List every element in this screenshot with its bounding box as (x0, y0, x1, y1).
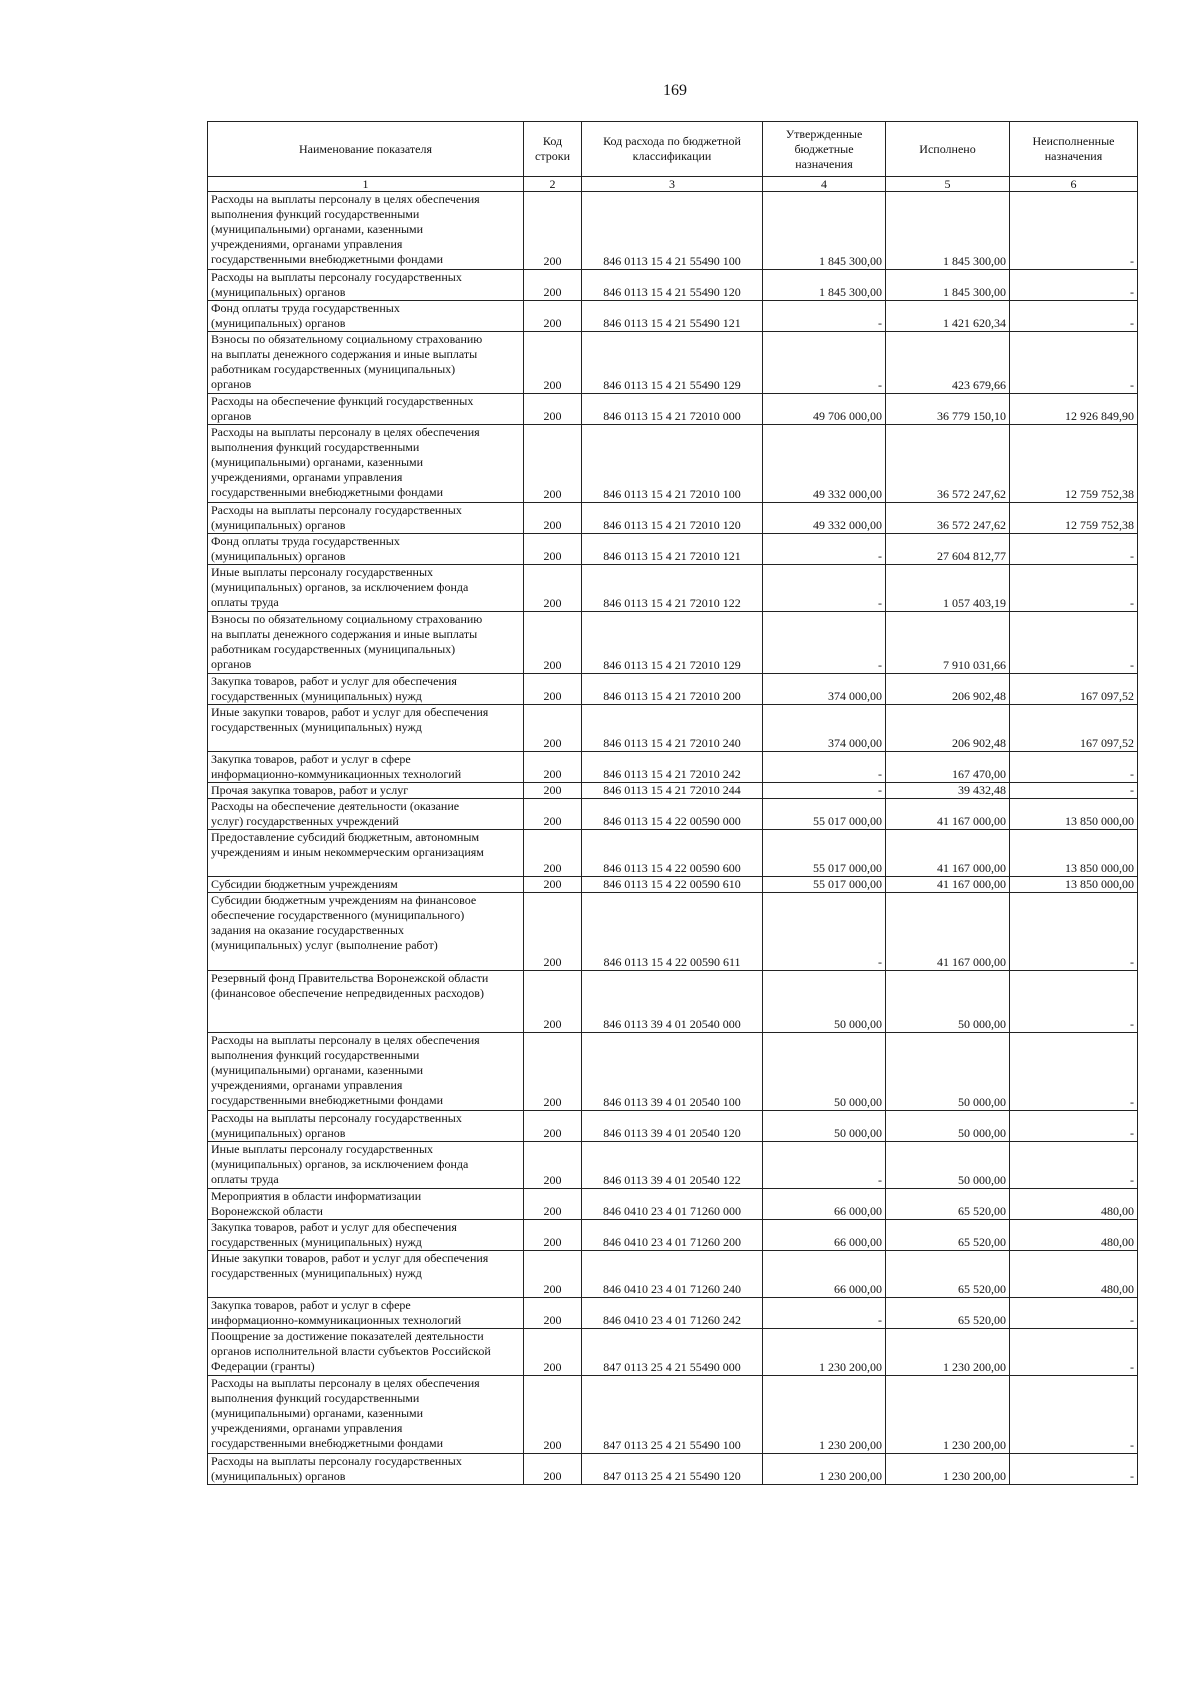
row-unexecuted-cell: 480,00 (1010, 1220, 1138, 1251)
row-approved-cell: 1 230 200,00 (763, 1376, 886, 1454)
row-kbk-cell: 846 0113 15 4 21 72010 122 (582, 565, 763, 612)
row-approved-cell: 66 000,00 (763, 1189, 886, 1220)
row-executed-cell: 7 910 031,66 (886, 612, 1010, 674)
table-row (208, 1189, 1138, 1220)
row-kbk-cell: 846 0113 15 4 22 00590 610 (582, 877, 763, 893)
row-line-code-cell: 200 (524, 830, 582, 877)
row-executed-cell: 65 520,00 (886, 1189, 1010, 1220)
row-approved-cell: 66 000,00 (763, 1220, 886, 1251)
row-name-cell: Субсидии бюджетным учреждениям на финансовое обеспечение государственного (муниципального) задания на оказание государственных (муниципальных) услуг (выполнение работ) (208, 893, 524, 971)
row-line-code-cell: 200 (524, 565, 582, 612)
row-name-cell: Расходы на выплаты персоналу в целях обеспечения выполнения функций государственными (муниципальными) органами, казенными учреждениями, органами управления государственными внебюджетными фондами (208, 425, 524, 503)
row-name-cell: Закупка товаров, работ и услуг для обеспечения государственных (муниципальных) нужд (208, 1220, 524, 1251)
row-approved-cell: - (763, 1298, 886, 1329)
row-name-cell: Предоставление субсидий бюджетным, автономным учреждениям и иным некоммерческим организациям (208, 830, 524, 877)
row-line-code-cell: 200 (524, 877, 582, 893)
table-row (208, 783, 1138, 799)
row-line-code-cell: 200 (524, 425, 582, 503)
row-executed-cell: 1 230 200,00 (886, 1376, 1010, 1454)
row-line-code-cell: 200 (524, 394, 582, 425)
table-row (208, 1376, 1138, 1454)
row-executed-cell: 50 000,00 (886, 1111, 1010, 1142)
row-line-code-cell: 200 (524, 783, 582, 799)
row-line-code-cell: 200 (524, 534, 582, 565)
row-executed-cell: 1 845 300,00 (886, 192, 1010, 270)
row-unexecuted-cell: - (1010, 534, 1138, 565)
row-approved-cell: - (763, 752, 886, 783)
row-kbk-cell: 846 0113 39 4 01 20540 100 (582, 1033, 763, 1111)
table-row (208, 1329, 1138, 1376)
row-approved-cell: 55 017 000,00 (763, 799, 886, 830)
row-name-cell: Расходы на выплаты персоналу в целях обеспечения выполнения функций государственными (муниципальными) органами, казенными учреждениями, органами управления государственными внебюджетными фондами (208, 192, 524, 270)
row-approved-cell: - (763, 612, 886, 674)
table-row (208, 270, 1138, 301)
row-unexecuted-cell: - (1010, 893, 1138, 971)
row-approved-cell: 49 332 000,00 (763, 503, 886, 534)
row-name-cell: Взносы по обязательному социальному страхованию на выплаты денежного содержания и иные выплаты работникам государственных (муниципальных) органов (208, 612, 524, 674)
header-kbk: Код расхода по бюджетной классификации (582, 122, 763, 177)
row-unexecuted-cell: 13 850 000,00 (1010, 799, 1138, 830)
row-executed-cell: 65 520,00 (886, 1251, 1010, 1298)
row-unexecuted-cell: 12 926 849,90 (1010, 394, 1138, 425)
row-executed-cell: 41 167 000,00 (886, 830, 1010, 877)
row-approved-cell: - (763, 783, 886, 799)
row-name-cell: Взносы по обязательному социальному страхованию на выплаты денежного содержания и иные выплаты работникам государственных (муниципальных) органов (208, 332, 524, 394)
table-row (208, 612, 1138, 674)
row-approved-cell: - (763, 1142, 886, 1189)
row-approved-cell: 55 017 000,00 (763, 877, 886, 893)
row-approved-cell: 374 000,00 (763, 705, 886, 752)
row-name-cell: Резервный фонд Правительства Воронежской области (финансовое обеспечение непредвиденных расходов) (208, 971, 524, 1033)
row-approved-cell: - (763, 534, 886, 565)
row-line-code-cell: 200 (524, 1189, 582, 1220)
row-unexecuted-cell: 480,00 (1010, 1251, 1138, 1298)
row-executed-cell: 50 000,00 (886, 1142, 1010, 1189)
table-row (208, 1111, 1138, 1142)
row-kbk-cell: 846 0113 39 4 01 20540 000 (582, 971, 763, 1033)
row-executed-cell: 50 000,00 (886, 971, 1010, 1033)
table-row (208, 565, 1138, 612)
row-line-code-cell: 200 (524, 332, 582, 394)
row-approved-cell: 49 706 000,00 (763, 394, 886, 425)
row-kbk-cell: 846 0113 15 4 21 72010 120 (582, 503, 763, 534)
header-line-code: Код строки (524, 122, 582, 177)
table-row (208, 893, 1138, 971)
row-approved-cell: 50 000,00 (763, 1111, 886, 1142)
row-kbk-cell: 846 0113 15 4 21 72010 121 (582, 534, 763, 565)
table-row (208, 332, 1138, 394)
row-unexecuted-cell: - (1010, 752, 1138, 783)
row-executed-cell: 1 057 403,19 (886, 565, 1010, 612)
table-row (208, 1251, 1138, 1298)
row-kbk-cell: 846 0113 15 4 21 55490 120 (582, 270, 763, 301)
header-name: Наименование показателя (208, 122, 524, 177)
row-executed-cell: 1 421 620,34 (886, 301, 1010, 332)
row-name-cell: Прочая закупка товаров, работ и услуг (208, 783, 524, 799)
row-name-cell: Расходы на обеспечение деятельности (оказание услуг) государственных учреждений (208, 799, 524, 830)
row-unexecuted-cell: - (1010, 270, 1138, 301)
row-line-code-cell: 200 (524, 1142, 582, 1189)
column-number: 5 (886, 177, 1010, 192)
row-approved-cell: - (763, 565, 886, 612)
row-executed-cell: 36 572 247,62 (886, 425, 1010, 503)
row-name-cell: Мероприятия в области информатизации Воронежской области (208, 1189, 524, 1220)
row-approved-cell: 50 000,00 (763, 971, 886, 1033)
table-row (208, 674, 1138, 705)
row-unexecuted-cell: - (1010, 1033, 1138, 1111)
row-name-cell: Фонд оплаты труда государственных (муниципальных) органов (208, 301, 524, 332)
row-executed-cell: 65 520,00 (886, 1298, 1010, 1329)
row-executed-cell: 65 520,00 (886, 1220, 1010, 1251)
row-executed-cell: 1 845 300,00 (886, 270, 1010, 301)
row-unexecuted-cell: - (1010, 192, 1138, 270)
row-line-code-cell: 200 (524, 752, 582, 783)
row-kbk-cell: 846 0113 15 4 21 72010 242 (582, 752, 763, 783)
row-approved-cell: 374 000,00 (763, 674, 886, 705)
row-approved-cell: 55 017 000,00 (763, 830, 886, 877)
row-line-code-cell: 200 (524, 971, 582, 1033)
row-unexecuted-cell: - (1010, 1298, 1138, 1329)
row-approved-cell: - (763, 332, 886, 394)
row-kbk-cell: 846 0113 15 4 21 55490 121 (582, 301, 763, 332)
row-approved-cell: 50 000,00 (763, 1033, 886, 1111)
row-kbk-cell: 846 0113 15 4 22 00590 000 (582, 799, 763, 830)
row-unexecuted-cell: - (1010, 1111, 1138, 1142)
column-number: 2 (524, 177, 582, 192)
row-line-code-cell: 200 (524, 1111, 582, 1142)
row-name-cell: Закупка товаров, работ и услуг в сфере информационно-коммуникационных технологий (208, 752, 524, 783)
row-line-code-cell: 200 (524, 503, 582, 534)
table-row (208, 877, 1138, 893)
row-line-code-cell: 200 (524, 1329, 582, 1376)
table-row (208, 752, 1138, 783)
table-row (208, 1454, 1138, 1485)
row-kbk-cell: 846 0113 15 4 22 00590 611 (582, 893, 763, 971)
row-kbk-cell: 846 0113 39 4 01 20540 120 (582, 1111, 763, 1142)
row-kbk-cell: 846 0113 15 4 22 00590 600 (582, 830, 763, 877)
row-executed-cell: 167 470,00 (886, 752, 1010, 783)
row-line-code-cell: 200 (524, 705, 582, 752)
row-unexecuted-cell: - (1010, 301, 1138, 332)
row-kbk-cell: 846 0113 15 4 21 72010 129 (582, 612, 763, 674)
row-line-code-cell: 200 (524, 1454, 582, 1485)
row-name-cell: Фонд оплаты труда государственных (муниципальных) органов (208, 534, 524, 565)
row-kbk-cell: 846 0113 15 4 21 72010 100 (582, 425, 763, 503)
table-row (208, 971, 1138, 1033)
row-approved-cell: 1 845 300,00 (763, 192, 886, 270)
row-executed-cell: 1 230 200,00 (886, 1454, 1010, 1485)
table-row (208, 1142, 1138, 1189)
row-executed-cell: 206 902,48 (886, 674, 1010, 705)
column-number: 3 (582, 177, 763, 192)
row-unexecuted-cell: - (1010, 1329, 1138, 1376)
table-body (208, 192, 1138, 1485)
row-executed-cell: 27 604 812,77 (886, 534, 1010, 565)
budget-execution-table (207, 121, 1138, 1485)
row-approved-cell: - (763, 301, 886, 332)
row-kbk-cell: 847 0113 25 4 21 55490 120 (582, 1454, 763, 1485)
table-row (208, 301, 1138, 332)
row-unexecuted-cell: - (1010, 1142, 1138, 1189)
row-kbk-cell: 846 0113 15 4 21 55490 129 (582, 332, 763, 394)
row-unexecuted-cell: 13 850 000,00 (1010, 830, 1138, 877)
table-row (208, 192, 1138, 270)
row-kbk-cell: 846 0410 23 4 01 71260 242 (582, 1298, 763, 1329)
row-kbk-cell: 846 0113 15 4 21 72010 000 (582, 394, 763, 425)
row-line-code-cell: 200 (524, 893, 582, 971)
row-executed-cell: 50 000,00 (886, 1033, 1010, 1111)
row-unexecuted-cell: 12 759 752,38 (1010, 503, 1138, 534)
row-executed-cell: 423 679,66 (886, 332, 1010, 394)
row-name-cell: Расходы на выплаты персоналу государственных (муниципальных) органов (208, 1454, 524, 1485)
table-row (208, 534, 1138, 565)
row-line-code-cell: 200 (524, 192, 582, 270)
row-unexecuted-cell: - (1010, 1454, 1138, 1485)
row-executed-cell: 36 572 247,62 (886, 503, 1010, 534)
row-line-code-cell: 200 (524, 270, 582, 301)
row-unexecuted-cell: 167 097,52 (1010, 705, 1138, 752)
row-unexecuted-cell: 480,00 (1010, 1189, 1138, 1220)
row-kbk-cell: 846 0410 23 4 01 71260 000 (582, 1189, 763, 1220)
header-unexecuted: Неисполненные назначения (1010, 122, 1138, 177)
row-approved-cell: 1 230 200,00 (763, 1454, 886, 1485)
row-unexecuted-cell: 167 097,52 (1010, 674, 1138, 705)
row-line-code-cell: 200 (524, 1376, 582, 1454)
table-header (208, 122, 1138, 192)
row-name-cell: Поощрение за достижение показателей деятельности органов исполнительной власти субъектов Российской Федерации (гранты) (208, 1329, 524, 1376)
table-row (208, 1033, 1138, 1111)
row-kbk-cell: 846 0113 15 4 21 72010 240 (582, 705, 763, 752)
row-executed-cell: 206 902,48 (886, 705, 1010, 752)
header-approved: Утвержденные бюджетные назначения (763, 122, 886, 177)
row-unexecuted-cell: - (1010, 332, 1138, 394)
row-kbk-cell: 846 0113 15 4 21 72010 200 (582, 674, 763, 705)
row-name-cell: Закупка товаров, работ и услуг в сфере информационно-коммуникационных технологий (208, 1298, 524, 1329)
row-name-cell: Расходы на выплаты персоналу в целях обеспечения выполнения функций государственными (муниципальными) органами, казенными учреждениями, органами управления государственными внебюджетными фондами (208, 1376, 524, 1454)
row-name-cell: Закупка товаров, работ и услуг для обеспечения государственных (муниципальных) нужд (208, 674, 524, 705)
table-row (208, 394, 1138, 425)
table-row (208, 705, 1138, 752)
table-row (208, 425, 1138, 503)
row-line-code-cell: 200 (524, 612, 582, 674)
row-name-cell: Расходы на выплаты персоналу государственных (муниципальных) органов (208, 503, 524, 534)
row-name-cell: Иные выплаты персоналу государственных (муниципальных) органов, за исключением фонда оплаты труда (208, 565, 524, 612)
row-name-cell: Расходы на обеспечение функций государственных органов (208, 394, 524, 425)
row-approved-cell: 49 332 000,00 (763, 425, 886, 503)
row-executed-cell: 39 432,48 (886, 783, 1010, 799)
row-line-code-cell: 200 (524, 1251, 582, 1298)
row-name-cell: Расходы на выплаты персоналу государственных (муниципальных) органов (208, 270, 524, 301)
column-number: 6 (1010, 177, 1138, 192)
row-line-code-cell: 200 (524, 674, 582, 705)
column-number: 4 (763, 177, 886, 192)
row-unexecuted-cell: - (1010, 612, 1138, 674)
row-line-code-cell: 200 (524, 799, 582, 830)
row-kbk-cell: 846 0113 39 4 01 20540 122 (582, 1142, 763, 1189)
row-unexecuted-cell: 12 759 752,38 (1010, 425, 1138, 503)
column-number-row (208, 177, 1138, 192)
table-row (208, 1298, 1138, 1329)
row-unexecuted-cell: - (1010, 565, 1138, 612)
table-row (208, 830, 1138, 877)
row-executed-cell: 41 167 000,00 (886, 799, 1010, 830)
row-approved-cell: - (763, 893, 886, 971)
row-executed-cell: 41 167 000,00 (886, 893, 1010, 971)
row-name-cell: Расходы на выплаты персоналу государственных (муниципальных) органов (208, 1111, 524, 1142)
page-number: 169 (663, 82, 687, 99)
row-name-cell: Иные закупки товаров, работ и услуг для обеспечения государственных (муниципальных) нужд (208, 705, 524, 752)
table-row (208, 503, 1138, 534)
row-approved-cell: 1 230 200,00 (763, 1329, 886, 1376)
row-unexecuted-cell: - (1010, 783, 1138, 799)
row-name-cell: Иные закупки товаров, работ и услуг для обеспечения государственных (муниципальных) нужд (208, 1251, 524, 1298)
row-name-cell: Расходы на выплаты персоналу в целях обеспечения выполнения функций государственными (муниципальными) органами, казенными учреждениями, органами управления государственными внебюджетными фондами (208, 1033, 524, 1111)
row-approved-cell: 66 000,00 (763, 1251, 886, 1298)
row-unexecuted-cell: - (1010, 1376, 1138, 1454)
row-kbk-cell: 847 0113 25 4 21 55490 000 (582, 1329, 763, 1376)
row-line-code-cell: 200 (524, 301, 582, 332)
column-number: 1 (208, 177, 524, 192)
row-unexecuted-cell: 13 850 000,00 (1010, 877, 1138, 893)
header-executed: Исполнено (886, 122, 1010, 177)
row-kbk-cell: 846 0113 15 4 21 55490 100 (582, 192, 763, 270)
row-executed-cell: 36 779 150,10 (886, 394, 1010, 425)
table-row (208, 799, 1138, 830)
table-row (208, 1220, 1138, 1251)
row-unexecuted-cell: - (1010, 971, 1138, 1033)
row-kbk-cell: 846 0410 23 4 01 71260 240 (582, 1251, 763, 1298)
row-line-code-cell: 200 (524, 1220, 582, 1251)
row-executed-cell: 41 167 000,00 (886, 877, 1010, 893)
row-kbk-cell: 846 0410 23 4 01 71260 200 (582, 1220, 763, 1251)
row-executed-cell: 1 230 200,00 (886, 1329, 1010, 1376)
row-name-cell: Иные выплаты персоналу государственных (муниципальных) органов, за исключением фонда оплаты труда (208, 1142, 524, 1189)
row-name-cell: Субсидии бюджетным учреждениям (208, 877, 524, 893)
row-kbk-cell: 847 0113 25 4 21 55490 100 (582, 1376, 763, 1454)
row-line-code-cell: 200 (524, 1033, 582, 1111)
row-kbk-cell: 846 0113 15 4 21 72010 244 (582, 783, 763, 799)
row-approved-cell: 1 845 300,00 (763, 270, 886, 301)
header-row (208, 122, 1138, 177)
row-line-code-cell: 200 (524, 1298, 582, 1329)
